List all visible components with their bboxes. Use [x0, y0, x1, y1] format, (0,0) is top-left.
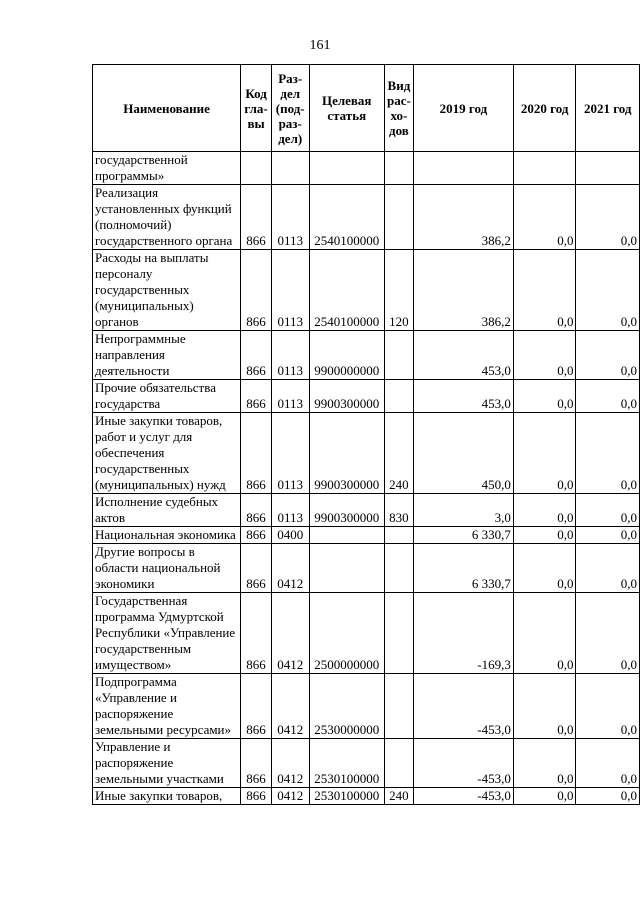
cell-section: 0412 — [271, 544, 309, 593]
cell-section: 0113 — [271, 413, 309, 494]
cell-y2020: 0,0 — [513, 739, 576, 788]
table-row — [93, 494, 640, 527]
cell-y2021 — [576, 152, 640, 185]
cell-target: 9900300000 — [309, 494, 384, 527]
cell-target: 2540100000 — [309, 250, 384, 331]
cell-code: 866 — [241, 788, 272, 805]
cell-target: 9900300000 — [309, 413, 384, 494]
cell-y2021: 0,0 — [576, 788, 640, 805]
cell-name: Расходы на выплаты персоналу государственных (муниципальных) органов — [93, 250, 241, 331]
cell-section: 0113 — [271, 250, 309, 331]
cell-target — [309, 544, 384, 593]
cell-code: 866 — [241, 674, 272, 739]
cell-target: 2500000000 — [309, 593, 384, 674]
cell-code: 866 — [241, 593, 272, 674]
cell-y2021: 0,0 — [576, 413, 640, 494]
cell-y2020: 0,0 — [513, 593, 576, 674]
table-row — [93, 250, 640, 331]
cell-section: 0412 — [271, 593, 309, 674]
cell-y2021: 0,0 — [576, 331, 640, 380]
cell-y2019: 386,2 — [413, 250, 513, 331]
cell-target — [309, 152, 384, 185]
cell-y2019: -453,0 — [413, 788, 513, 805]
cell-y2021: 0,0 — [576, 674, 640, 739]
cell-y2020 — [513, 152, 576, 185]
cell-y2021: 0,0 — [576, 739, 640, 788]
cell-y2021: 0,0 — [576, 593, 640, 674]
cell-section: 0412 — [271, 674, 309, 739]
cell-y2021: 0,0 — [576, 250, 640, 331]
cell-exp-type: 240 — [384, 788, 413, 805]
cell-name: государственной программы» — [93, 152, 241, 185]
cell-exp-type — [384, 331, 413, 380]
cell-code: 866 — [241, 185, 272, 250]
table-row — [93, 544, 640, 593]
cell-section: 0113 — [271, 494, 309, 527]
cell-y2020: 0,0 — [513, 331, 576, 380]
cell-section: 0113 — [271, 380, 309, 413]
budget-table — [92, 64, 640, 805]
cell-y2019: -453,0 — [413, 674, 513, 739]
cell-target: 9900000000 — [309, 331, 384, 380]
cell-name: Исполнение судебных актов — [93, 494, 241, 527]
cell-code: 866 — [241, 413, 272, 494]
table-row — [93, 674, 640, 739]
cell-name: Прочие обязательства государства — [93, 380, 241, 413]
cell-target: 2530000000 — [309, 674, 384, 739]
table-row — [93, 380, 640, 413]
cell-name: Управление и распоряжение земельными участками — [93, 739, 241, 788]
cell-name: Непрограммные направления деятельности — [93, 331, 241, 380]
cell-section: 0400 — [271, 527, 309, 544]
cell-code: 866 — [241, 331, 272, 380]
cell-exp-type — [384, 674, 413, 739]
cell-target: 9900300000 — [309, 380, 384, 413]
cell-name: Подпрограмма «Управление и распоряжение земельными ресурсами» — [93, 674, 241, 739]
cell-section: 0412 — [271, 739, 309, 788]
header-name: Наименование — [93, 65, 241, 152]
cell-exp-type: 830 — [384, 494, 413, 527]
cell-name: Национальная экономика — [93, 527, 241, 544]
cell-code: 866 — [241, 380, 272, 413]
header-code: Код гла- вы — [241, 65, 272, 152]
cell-y2019: 453,0 — [413, 380, 513, 413]
cell-y2019: -169,3 — [413, 593, 513, 674]
cell-y2021: 0,0 — [576, 527, 640, 544]
cell-code: 866 — [241, 739, 272, 788]
cell-y2020: 0,0 — [513, 674, 576, 739]
cell-exp-type: 240 — [384, 413, 413, 494]
cell-section: 0113 — [271, 185, 309, 250]
cell-y2021: 0,0 — [576, 494, 640, 527]
cell-exp-type: 120 — [384, 250, 413, 331]
cell-y2020: 0,0 — [513, 494, 576, 527]
cell-y2021: 0,0 — [576, 544, 640, 593]
cell-y2021: 0,0 — [576, 380, 640, 413]
table-row — [93, 739, 640, 788]
cell-y2020: 0,0 — [513, 413, 576, 494]
cell-y2019: 6 330,7 — [413, 527, 513, 544]
cell-target: 2530100000 — [309, 739, 384, 788]
cell-y2019: 6 330,7 — [413, 544, 513, 593]
cell-y2020: 0,0 — [513, 544, 576, 593]
cell-name: Другие вопросы в области национальной экономики — [93, 544, 241, 593]
page-number: 161 — [309, 38, 331, 53]
cell-name: Иные закупки товаров, работ и услуг для обеспечения государственных (муниципальных) нужд — [93, 413, 241, 494]
header-row — [93, 65, 640, 152]
cell-y2019 — [413, 152, 513, 185]
cell-name: Реализация установленных функций (полномочий) государственного органа — [93, 185, 241, 250]
cell-y2020: 0,0 — [513, 380, 576, 413]
table-row — [93, 527, 640, 544]
cell-y2019: 3,0 — [413, 494, 513, 527]
cell-exp-type — [384, 380, 413, 413]
cell-code: 866 — [241, 494, 272, 527]
cell-target: 2530100000 — [309, 788, 384, 805]
cell-code — [241, 152, 272, 185]
cell-y2020: 0,0 — [513, 527, 576, 544]
cell-exp-type — [384, 739, 413, 788]
table-row — [93, 413, 640, 494]
header-section: Раз- дел (под- раз- дел) — [271, 65, 309, 152]
cell-y2020: 0,0 — [513, 185, 576, 250]
cell-y2021: 0,0 — [576, 185, 640, 250]
cell-code: 866 — [241, 250, 272, 331]
cell-target — [309, 527, 384, 544]
cell-exp-type — [384, 527, 413, 544]
cell-y2020: 0,0 — [513, 250, 576, 331]
cell-section: 0113 — [271, 331, 309, 380]
header-exp-type: Вид рас- хо- дов — [384, 65, 413, 152]
cell-y2019: -453,0 — [413, 739, 513, 788]
cell-y2019: 453,0 — [413, 331, 513, 380]
cell-exp-type — [384, 152, 413, 185]
cell-exp-type — [384, 544, 413, 593]
cell-y2019: 386,2 — [413, 185, 513, 250]
header-2021: 2021 год — [576, 65, 640, 152]
table-row — [93, 788, 640, 805]
table-row — [93, 152, 640, 185]
header-2020: 2020 год — [513, 65, 576, 152]
cell-code: 866 — [241, 527, 272, 544]
header-2019: 2019 год — [413, 65, 513, 152]
cell-y2020: 0,0 — [513, 788, 576, 805]
cell-section — [271, 152, 309, 185]
cell-code: 866 — [241, 544, 272, 593]
cell-exp-type — [384, 593, 413, 674]
cell-name: Государственная программа Удмуртской Республики «Управление государственным имуществом» — [93, 593, 241, 674]
cell-section: 0412 — [271, 788, 309, 805]
cell-exp-type — [384, 185, 413, 250]
table-row — [93, 331, 640, 380]
table-row — [93, 185, 640, 250]
table-body — [93, 152, 640, 805]
cell-target: 2540100000 — [309, 185, 384, 250]
cell-name: Иные закупки товаров, — [93, 788, 241, 805]
cell-y2019: 450,0 — [413, 413, 513, 494]
table-row — [93, 593, 640, 674]
header-target: Целевая статья — [309, 65, 384, 152]
